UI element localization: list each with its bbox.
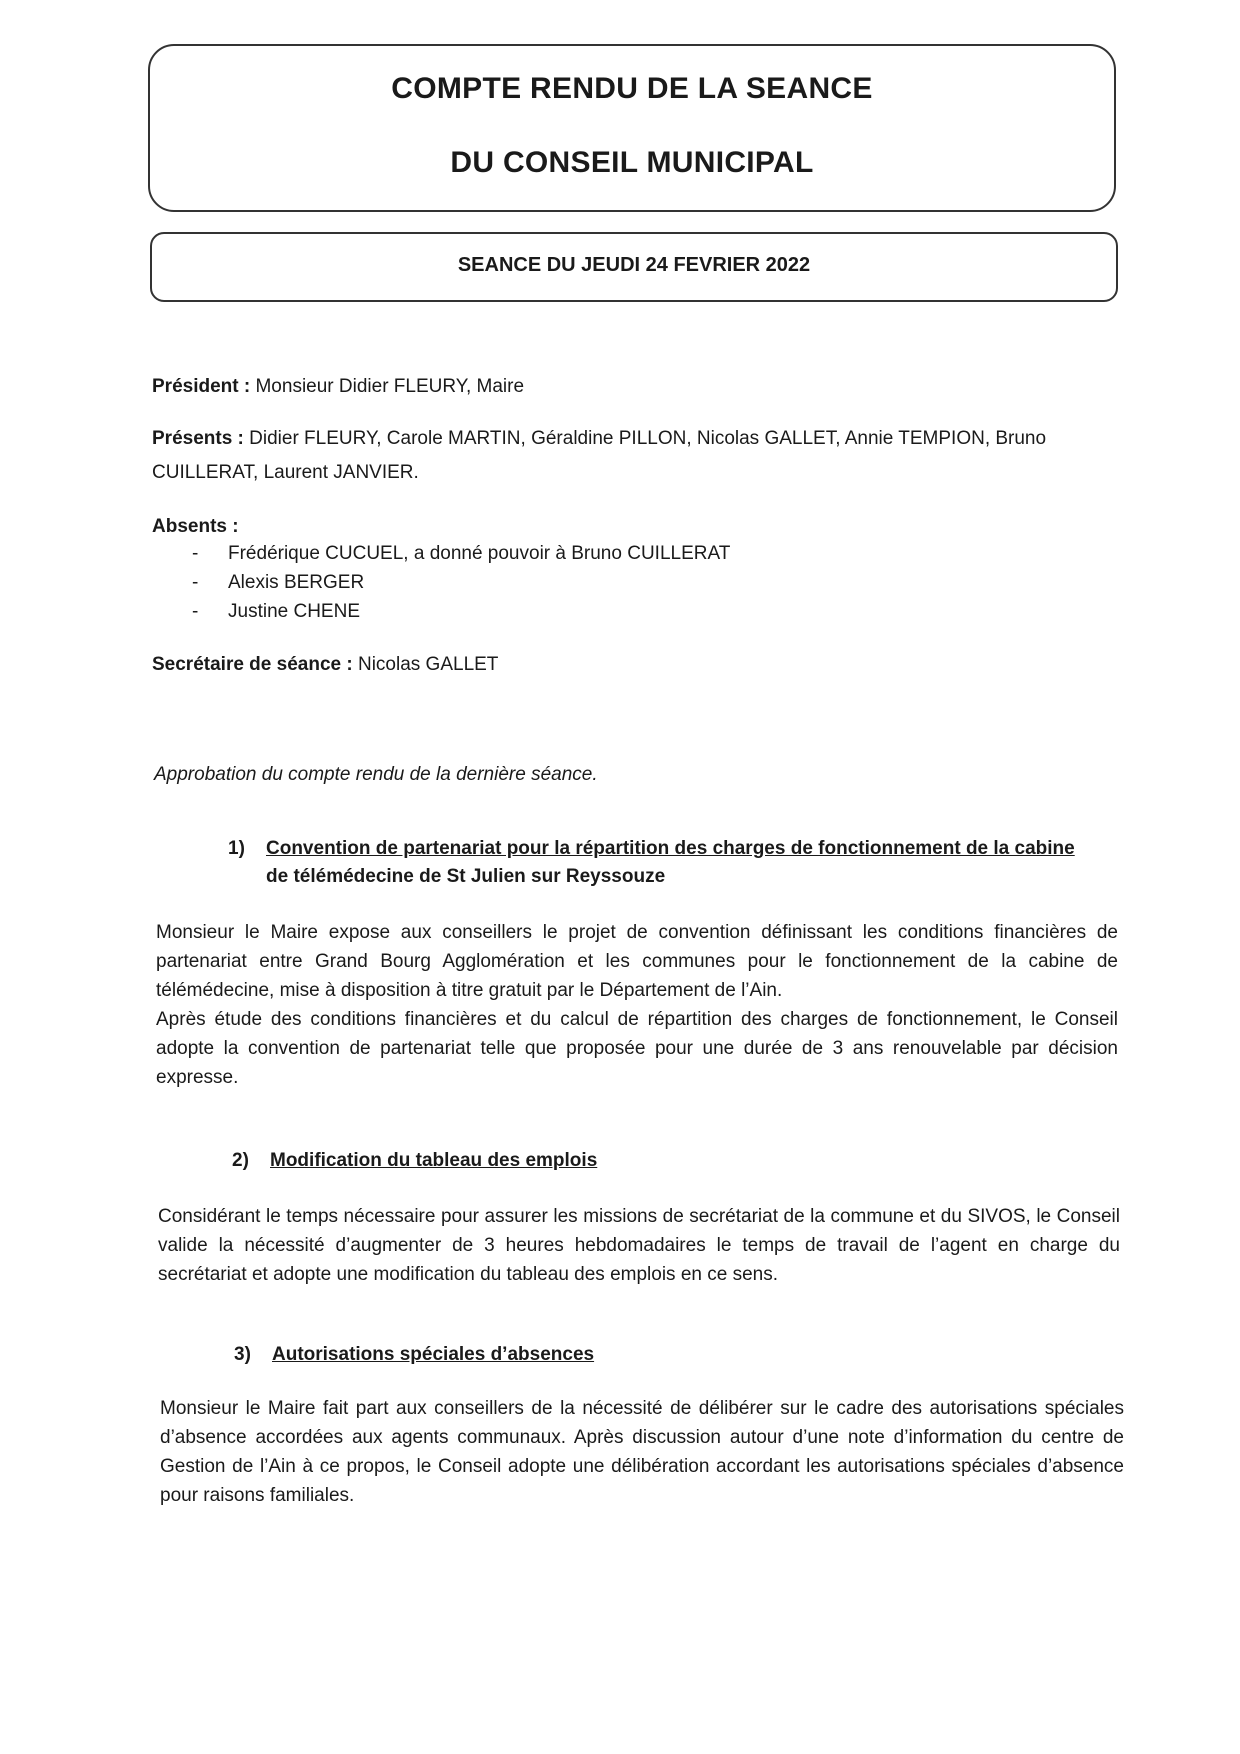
president-value: Monsieur Didier FLEURY, Maire bbox=[255, 376, 525, 397]
absents-label: Absents : bbox=[152, 516, 239, 537]
section-2-body bbox=[158, 1202, 1120, 1289]
section-number: 3) bbox=[234, 1344, 251, 1365]
section-2-title bbox=[232, 1150, 597, 1172]
session-date: SEANCE DU JEUDI 24 FEVRIER 2022 bbox=[457, 254, 811, 276]
section-title-text-cont: de télémédecine de St Julien sur Reyssouze bbox=[266, 866, 666, 887]
secretary-line bbox=[152, 654, 498, 676]
paragraph: Considérant le temps nécessaire pour assurer les missions de secrétariat de la commune et du SIVOS, le Conseil valide la nécessité d’augmenter de 3 heures hebdomadaires le temps de travail de l’agent en charge du secrétariat et adopte une modification du tableau des emplois en ce sens. bbox=[158, 1206, 1120, 1285]
presents-label: Présents : bbox=[152, 428, 244, 449]
secretary-value: Nicolas GALLET bbox=[357, 654, 499, 675]
absent-name: Frédérique CUCUEL, a donné pouvoir à Bruno CUILLERAT bbox=[228, 543, 731, 564]
president-label: Président : bbox=[152, 376, 251, 397]
section-3-title bbox=[234, 1344, 594, 1366]
presents-line-2: CUILLERAT, Laurent JANVIER. bbox=[152, 462, 419, 483]
secretary-label: Secrétaire de séance : bbox=[152, 654, 353, 675]
absent-item: - Frédérique CUCUEL, a donné pouvoir à Bruno CUILLERAT bbox=[192, 543, 731, 564]
paragraph: Après étude des conditions financières et du calcul de répartition des charges de fonctionnement, le Conseil adopte la convention de partenariat telle que proposée pour une durée de 3 ans renouvelable par décision expresse. bbox=[156, 1009, 1118, 1088]
title-box bbox=[148, 44, 1116, 212]
section-title-text: Modification du tableau des emplois bbox=[270, 1150, 598, 1171]
section-1-body bbox=[156, 918, 1118, 1092]
paragraph: Monsieur le Maire fait part aux conseillers de la nécessité de délibérer sur le cadre des autorisations spéciales d’absence accordées aux agents communaux. Après discussion autour d’une note d’information du centre de Gestion de l’Ain à ce propos, le Conseil adopte une délibération accordant les autorisations spéciales d’absence pour raisons familiales. bbox=[160, 1398, 1124, 1506]
document-title-line-1: COMPTE RENDU DE LA SEANCE bbox=[391, 72, 873, 105]
president-line bbox=[152, 376, 524, 398]
absent-name: Alexis BERGER bbox=[228, 572, 365, 593]
session-box bbox=[150, 232, 1118, 302]
paragraph: Monsieur le Maire expose aux conseillers le projet de convention définissant les conditions financières de partenariat entre Grand Bourg Agglomération et les communes pour le fonctionnement de la cabine de télémédecine, mise à disposition à titre gratuit par le Département de l’Ain. bbox=[156, 922, 1118, 1001]
section-number: 1) bbox=[228, 838, 245, 859]
approval-note: Approbation du compte rendu de la dernière séance. bbox=[154, 764, 598, 785]
absent-item: - Alexis BERGER bbox=[192, 572, 365, 593]
presents-value-1: Didier FLEURY, Carole MARTIN, Géraldine PILLON, Nicolas GALLET, Annie TEMPION, Bruno bbox=[249, 428, 1047, 449]
section-3-body bbox=[160, 1394, 1124, 1510]
section-title-text: Autorisations spéciales d’absences bbox=[272, 1344, 595, 1365]
section-1-title bbox=[228, 838, 1075, 887]
document-title-line-2: DU CONSEIL MUNICIPAL bbox=[450, 146, 814, 179]
section-number: 2) bbox=[232, 1150, 249, 1171]
section-title-text: Convention de partenariat pour la répartition des charges de fonctionnement de la cabine bbox=[266, 838, 1075, 859]
presents-line-1 bbox=[152, 428, 1046, 450]
absent-name: Justine CHENE bbox=[228, 601, 360, 622]
absent-item: - Justine CHENE bbox=[192, 601, 360, 622]
